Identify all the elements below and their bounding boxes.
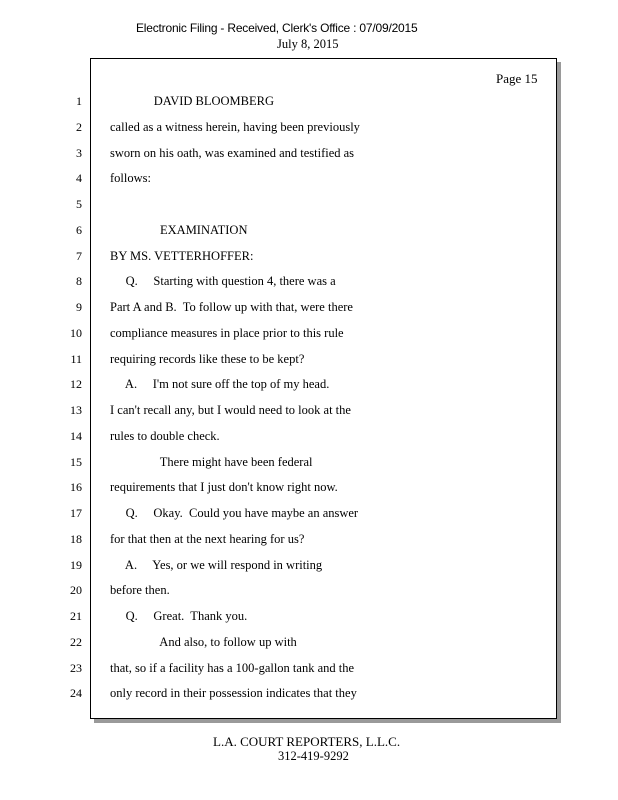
line-number: 18: [70, 531, 82, 546]
line-text: And also, to follow up with: [110, 634, 297, 649]
line-number: 19: [70, 557, 82, 572]
line-text: There might have been federal: [110, 454, 313, 469]
line-number: 20: [70, 583, 82, 598]
line-number: 15: [70, 454, 82, 469]
line-text: DAVID BLOOMBERG: [110, 94, 275, 108]
line-number: 12: [70, 377, 82, 392]
line-number: 2: [76, 119, 82, 134]
line-number: 14: [70, 428, 82, 443]
line-text: Part A and B. To follow up with that, were there: [110, 300, 353, 314]
line-number: 13: [70, 403, 82, 417]
line-number: 24: [70, 686, 82, 701]
line-number: 7: [76, 248, 82, 263]
line-number: 4: [76, 171, 82, 186]
line-text: requirements that I just don't know right now.: [110, 480, 338, 495]
line-text: A. I'm not sure off the top of my head.: [110, 377, 330, 392]
line-number: 8: [76, 274, 82, 289]
line-number: 6: [76, 222, 82, 237]
line-text: before then.: [110, 583, 170, 598]
line-number: 10: [70, 325, 82, 340]
line-text: rules to double check.: [110, 428, 220, 443]
page-number: Page 15: [496, 71, 538, 86]
line-number: 11: [70, 351, 82, 366]
line-text: requiring records like these to be kept?: [110, 351, 305, 366]
filing-stamp: Electronic Filing - Received, Clerk's Office : 07/09/2015: [136, 21, 418, 35]
line-text: A. Yes, or we will respond in writing: [110, 557, 323, 572]
line-text: I can't recall any, but I would need to look at the: [110, 403, 351, 417]
line-text: only record in their possession indicates that they: [110, 686, 357, 701]
line-number: 23: [70, 660, 82, 675]
line-number: 16: [70, 480, 82, 495]
line-text: compliance measures in place prior to this rule: [110, 325, 344, 340]
line-number: 5: [76, 197, 82, 211]
line-text: BY MS. VETTERHOFFER:: [110, 248, 254, 263]
reporter-phone: 312-419-9292: [278, 749, 349, 763]
line-text: called as a witness herein, having been previously: [110, 119, 360, 134]
transcript-date: July 8, 2015: [277, 37, 339, 51]
line-text: EXAMINATION: [110, 222, 248, 237]
line-text: for that then at the next hearing for us?: [110, 531, 305, 546]
line-text: follows:: [110, 171, 151, 186]
line-number: 22: [70, 634, 82, 649]
reporter-name: L.A. COURT REPORTERS, L.L.C.: [213, 734, 401, 749]
line-text: Q. Okay. Could you have maybe an answer: [110, 506, 359, 520]
line-number: 9: [76, 300, 82, 314]
line-text: Q. Starting with question 4, there was a: [110, 274, 336, 289]
line-number: 21: [70, 609, 82, 623]
line-number: 17: [70, 506, 82, 520]
line-text: Q. Great. Thank you.: [110, 609, 248, 623]
line-number: 1: [76, 94, 82, 108]
line-text: sworn on his oath, was examined and testified as: [110, 145, 355, 160]
line-text: that, so if a facility has a 100-gallon tank and the: [110, 660, 355, 675]
line-number: 3: [76, 145, 82, 160]
